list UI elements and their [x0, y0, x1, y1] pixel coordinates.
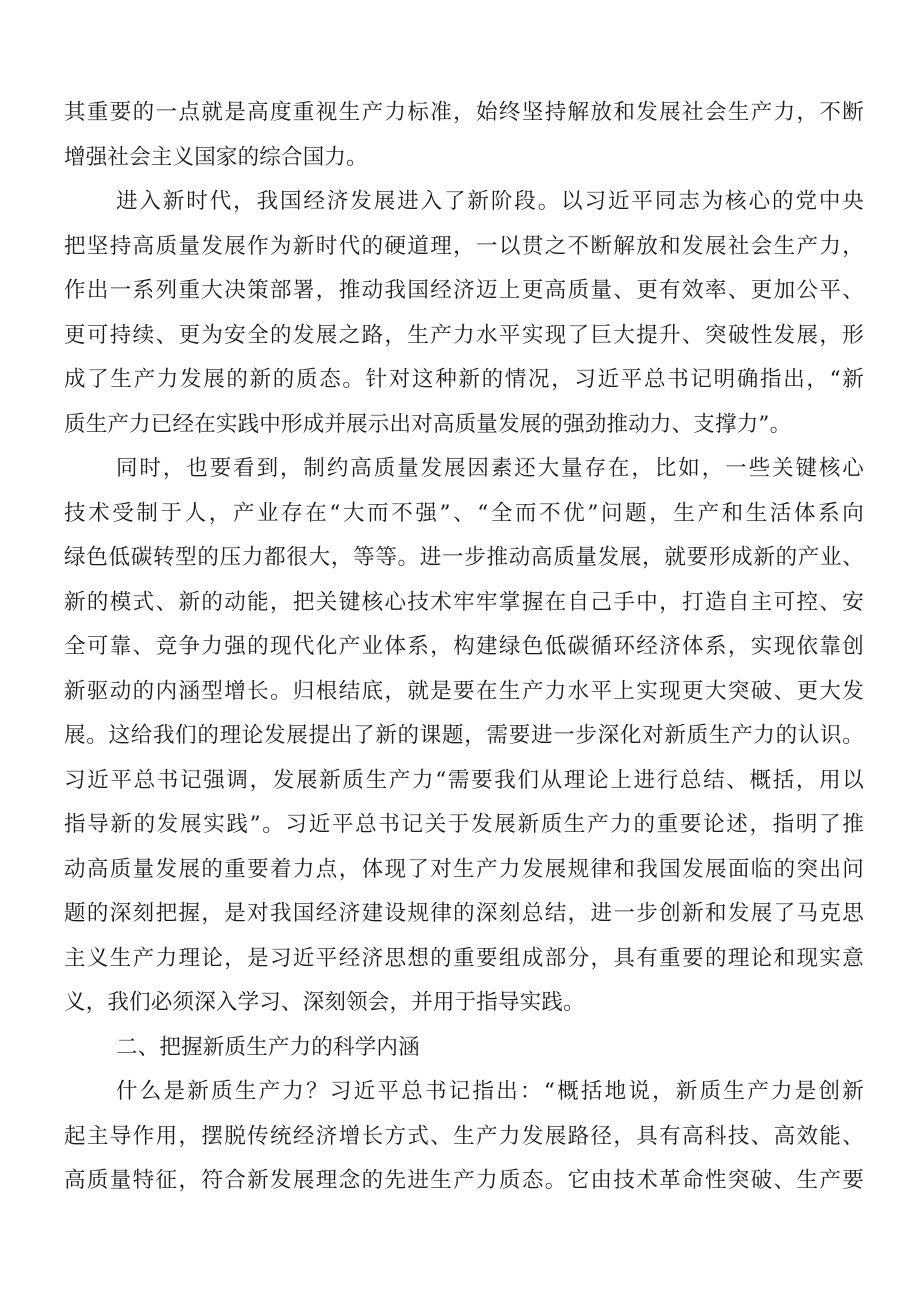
- text-line: 新驱动的内涵型增长。归根结底，就是要在生产力水平上实现更大突破、更大发: [64, 679, 864, 704]
- text-line: 全可靠、竞争力强的现代化产业体系，构建绿色低碳循环经济体系，实现依靠创: [64, 634, 864, 659]
- text-line: 习近平总书记强调，发展新质生产力“需要我们从理论上进行总结、概括，用以: [64, 768, 864, 793]
- text-line: 题的深刻把握，是对我国经济建设规律的深刻总结，进一步创新和发展了马克思: [64, 901, 864, 926]
- text-line: 新的模式、新的动能，把关键核心技术牢牢掌握在自己手中，打造自主可控、安: [64, 590, 864, 615]
- text-line: 进入新时代，我国经济发展进入了新阶段。以习近平同志为核心的党中央: [116, 189, 864, 214]
- text-line: 增强社会主义国家的综合国力。: [64, 145, 368, 170]
- text-line: 主义生产力理论，是习近平经济思想的重要组成部分，具有重要的理论和现实意: [64, 946, 864, 971]
- text-line: 质生产力已经在实践中形成并展示出对高质量发展的强劲推动力、支撑力”。: [64, 412, 792, 437]
- text-line: 义，我们必须深入学习、深刻领会，并用于指导实践。: [64, 990, 585, 1015]
- text-line: 高质量特征，符合新发展理念的先进生产力质态。它由技术革命性突破、生产要: [64, 1168, 864, 1193]
- text-line: 作出一系列重大决策部署，推动我国经济迈上更高质量、更有效率、更加公平、: [64, 278, 864, 303]
- text-line: 起主导作用，摆脱传统经济增长方式、生产力发展路径，具有高科技、高效能、: [64, 1124, 864, 1149]
- text-line: 动高质量发展的重要着力点，体现了对生产力发展规律和我国发展面临的突出问: [64, 857, 864, 882]
- text-line: 技术受制于人，产业存在“大而不强”、“全而不优”问题，生产和生活体系向: [64, 501, 864, 526]
- section-heading: 二、把握新质生产力的科学内涵: [116, 1035, 420, 1060]
- text-line: 其重要的一点就是高度重视生产力标准，始终坚持解放和发展社会生产力，不断: [64, 100, 864, 125]
- text-line: 同时，也要看到，制约高质量发展因素还大量存在，比如，一些关键核心: [116, 456, 864, 481]
- text-line: 绿色低碳转型的压力都很大，等等。进一步推动高质量发展，就要形成新的产业、: [64, 545, 864, 570]
- text-line: 指导新的发展实践”。习近平总书记关于发展新质生产力的重要论述，指明了推: [64, 812, 864, 837]
- text-line: 展。这给我们的理论发展提出了新的课题，需要进一步深化对新质生产力的认识。: [64, 723, 864, 748]
- text-line: 把坚持高质量发展作为新时代的硬道理，一以贯之不断解放和发展社会生产力，: [64, 234, 864, 259]
- text-line: 更可持续、更为安全的发展之路，生产力水平实现了巨大提升、突破性发展，形: [64, 323, 864, 348]
- text-line: 成了生产力发展的新的质态。针对这种新的情况，习近平总书记明确指出，“新: [64, 367, 864, 392]
- text-line: 什么是新质生产力？习近平总书记指出：“概括地说，新质生产力是创新: [116, 1079, 864, 1104]
